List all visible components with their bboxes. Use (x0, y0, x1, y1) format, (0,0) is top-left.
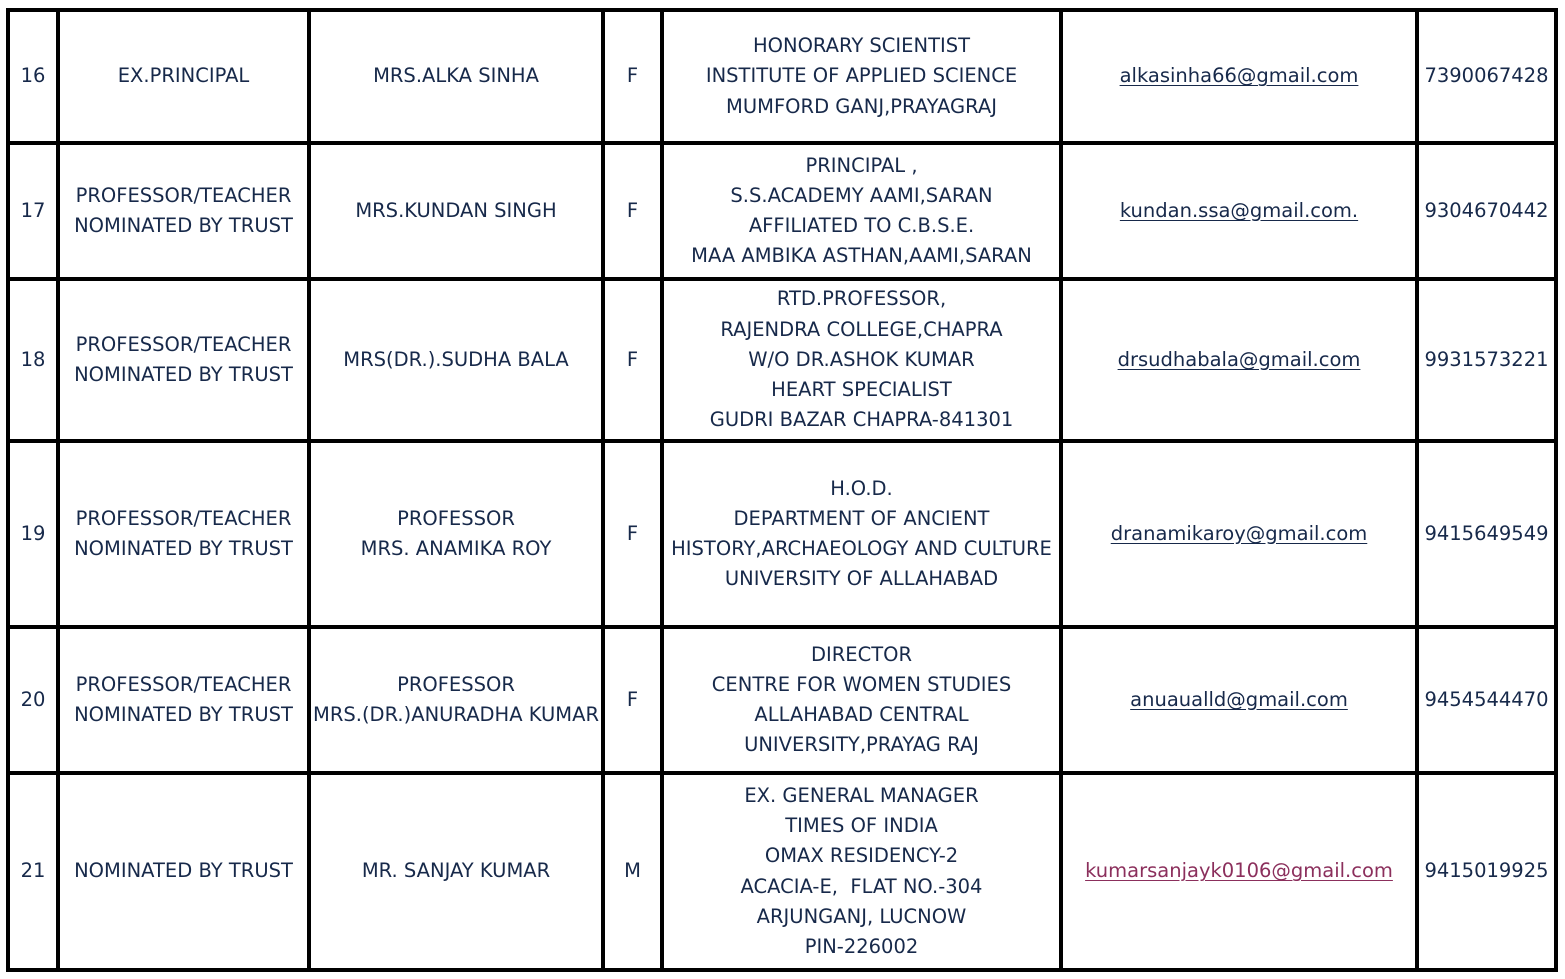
name-line: PROFESSOR (397, 672, 515, 696)
members-table (6, 8, 1558, 972)
serial-number-cell: 20 (8, 627, 58, 773)
email-link[interactable]: alkasinha66@gmail.com (1119, 64, 1359, 88)
serial-number-cell: 16 (8, 10, 58, 143)
address-line: PIN-226002 (804, 934, 919, 958)
name-cell (309, 441, 603, 627)
category-line: EX.PRINCIPAL (117, 64, 250, 88)
category-cell (58, 773, 309, 970)
email-cell (1061, 10, 1417, 143)
phone-cell: 9454544470 (1417, 627, 1556, 773)
phone-cell: 9304670442 (1417, 143, 1556, 279)
category-line: NOMINATED BY TRUST (74, 214, 293, 237)
address-line: S.S.ACADEMY AAMI,SARAN (730, 183, 993, 207)
table-row (8, 627, 1556, 773)
name-cell (309, 773, 603, 970)
gender-cell: F (603, 10, 662, 143)
email-cell (1061, 627, 1417, 773)
category-cell (58, 441, 309, 627)
email-cell (1061, 143, 1417, 279)
category-cell (58, 10, 309, 143)
serial-number-cell: 18 (8, 279, 58, 441)
address-line: INSTITUTE OF APPLIED SCIENCE (705, 64, 1018, 88)
name-line: MR. SANJAY KUMAR (361, 859, 551, 883)
address-line: TIMES OF INDIA (785, 814, 938, 838)
address-line: UNIVERSITY,PRAYAG RAJ (744, 733, 979, 757)
name-line: MRS.ALKA SINHA (373, 64, 539, 88)
address-line: CENTRE FOR WOMEN STUDIES (711, 672, 1012, 696)
category-cell (58, 279, 309, 441)
table-row (8, 441, 1556, 627)
serial-number-cell: 19 (8, 441, 58, 627)
address-cell (662, 441, 1061, 627)
address-line: UNIVERSITY OF ALLAHABAD (724, 567, 999, 591)
gender-cell: F (603, 279, 662, 441)
name-line: MRS.KUNDAN SINGH (355, 198, 557, 222)
table-row (8, 773, 1556, 970)
phone-cell: 9931573221 (1417, 279, 1556, 441)
gender-cell: F (603, 627, 662, 773)
email-cell (1061, 279, 1417, 441)
name-line: MRS.(DR.)ANURADHA KUMAR (313, 703, 599, 726)
email-link[interactable]: dranamikaroy@gmail.com (1110, 521, 1368, 545)
table-row (8, 143, 1556, 279)
address-line: H.O.D. (830, 476, 893, 500)
address-line: RAJENDRA COLLEGE,CHAPRA (720, 317, 1003, 341)
name-line: PROFESSOR (397, 506, 515, 530)
email-link[interactable]: anuaualld@gmail.com (1130, 687, 1348, 711)
address-line: DEPARTMENT OF ANCIENT (733, 506, 990, 530)
address-line: AFFILIATED TO C.B.S.E. (748, 214, 975, 237)
category-line: PROFESSOR/TEACHER (75, 672, 292, 696)
category-line: NOMINATED BY TRUST (74, 703, 293, 726)
category-line: PROFESSOR/TEACHER (75, 506, 292, 530)
address-line: OMAX RESIDENCY-2 (764, 844, 959, 868)
address-cell (662, 143, 1061, 279)
category-cell (58, 143, 309, 279)
phone-cell: 7390067428 (1417, 10, 1556, 143)
category-line: NOMINATED BY TRUST (74, 363, 293, 386)
serial-number-cell: 17 (8, 143, 58, 279)
name-cell (309, 10, 603, 143)
table-row (8, 10, 1556, 143)
name-cell (309, 279, 603, 441)
address-line: ALLAHABAD CENTRAL (754, 703, 969, 726)
email-link[interactable]: drsudhabala@gmail.com (1117, 347, 1361, 371)
category-line: NOMINATED BY TRUST (74, 859, 293, 883)
gender-cell: F (603, 441, 662, 627)
phone-cell: 9415019925 (1417, 773, 1556, 970)
address-line: ACACIA-E, FLAT NO.-304 (740, 874, 983, 898)
address-line: MUMFORD GANJ,PRAYAGRAJ (726, 94, 997, 118)
gender-cell: F (603, 143, 662, 279)
email-cell (1061, 441, 1417, 627)
address-line: RTD.PROFESSOR, (776, 287, 947, 311)
gender-cell: M (603, 773, 662, 970)
address-line: GUDRI BAZAR CHAPRA-841301 (709, 408, 1014, 432)
address-cell (662, 279, 1061, 441)
category-line: PROFESSOR/TEACHER (75, 332, 292, 356)
name-line: MRS. ANAMIKA ROY (360, 537, 552, 560)
table-row (8, 279, 1556, 441)
address-cell (662, 773, 1061, 970)
name-cell (309, 143, 603, 279)
address-cell (662, 10, 1061, 143)
phone-cell: 9415649549 (1417, 441, 1556, 627)
address-line: PRINCIPAL , (805, 153, 918, 177)
address-cell (662, 627, 1061, 773)
serial-number-cell: 21 (8, 773, 58, 970)
address-line: DIRECTOR (810, 642, 913, 666)
name-line: MRS(DR.).SUDHA BALA (343, 347, 569, 371)
email-link[interactable]: kumarsanjayk0106@gmail.com (1085, 859, 1393, 883)
address-line: EX. GENERAL MANAGER (744, 783, 979, 807)
category-cell (58, 627, 309, 773)
address-line: HISTORY,ARCHAEOLOGY AND CULTURE (671, 537, 1052, 560)
email-link[interactable]: kundan.ssa@gmail.com. (1119, 198, 1359, 222)
address-line: MAA AMBIKA ASTHAN,AAMI,SARAN (691, 244, 1032, 268)
category-line: NOMINATED BY TRUST (74, 537, 293, 560)
address-line: HEART SPECIALIST (771, 378, 952, 402)
category-line: PROFESSOR/TEACHER (75, 183, 292, 207)
name-cell (309, 627, 603, 773)
address-line: HONORARY SCIENTIST (752, 34, 971, 58)
email-cell (1061, 773, 1417, 970)
address-line: W/O DR.ASHOK KUMAR (748, 347, 975, 371)
address-line: ARJUNGANJ, LUCNOW (756, 904, 967, 928)
